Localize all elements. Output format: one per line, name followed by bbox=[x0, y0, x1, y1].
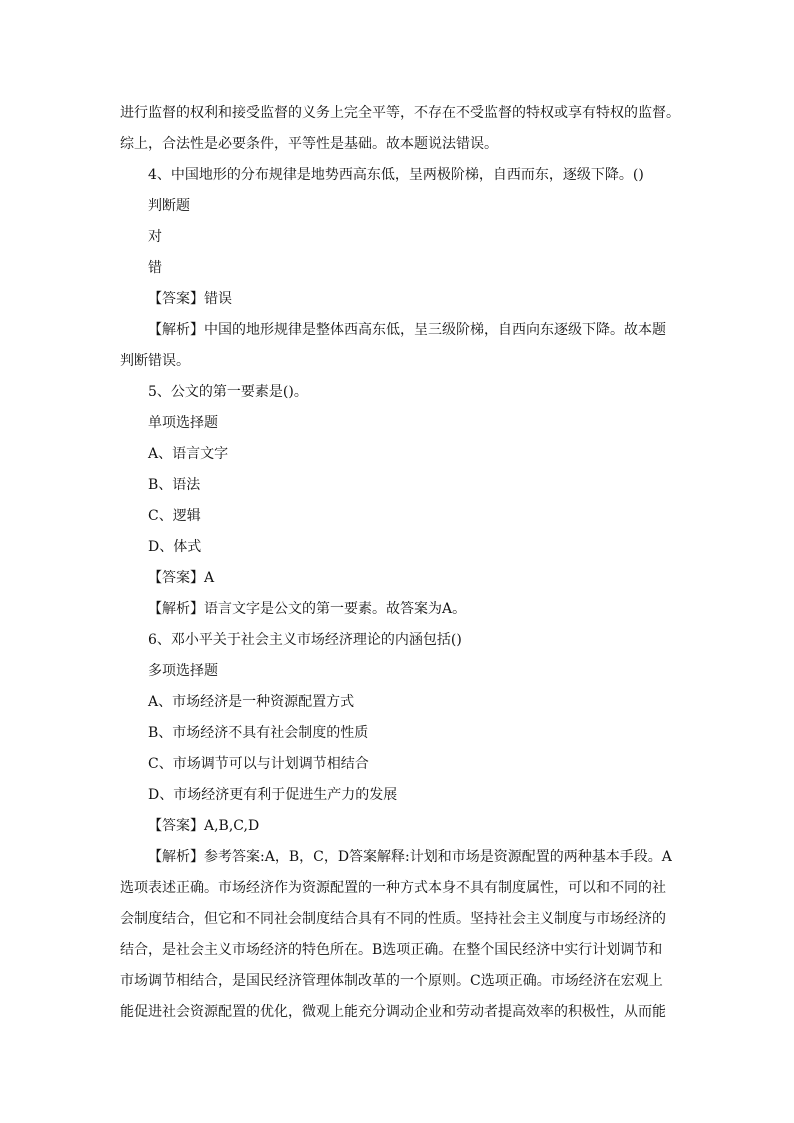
question-4-analysis: 判断错误。 bbox=[120, 353, 190, 369]
question-6-analysis: 【解析】参考答案:A，B，C，D答案解释:计划和市场是资源配置的两种基本手段。A bbox=[148, 849, 672, 865]
question-6-analysis: 选项表述正确。市场经济作为资源配置的一种方式本身不具有制度属性，可以和不同的社 bbox=[120, 880, 666, 896]
continuation-line: 进行监督的权利和接受监督的义务上完全平等，不存在不受监督的特权或享有特权的监督。 bbox=[120, 105, 680, 121]
question-5-option: D、体式 bbox=[148, 539, 202, 555]
question-6-stem: 6、邓小平关于社会主义市场经济理论的内涵包括() bbox=[148, 632, 462, 648]
question-6-answer: 【答案】A,B,C,D bbox=[148, 818, 260, 834]
question-6-analysis: 会制度结合，但它和不同社会制度结合具有不同的性质。坚持社会主义制度与市场经济的 bbox=[120, 911, 666, 927]
question-5-type: 单项选择题 bbox=[148, 415, 218, 431]
question-5-analysis: 【解析】语言文字是公文的第一要素。故答案为A。 bbox=[148, 601, 467, 617]
question-4-analysis: 【解析】中国的地形规律是整体西高东低，呈三级阶梯，自西向东逐级下降。故本题 bbox=[148, 322, 666, 338]
question-5-option: C、逻辑 bbox=[148, 508, 201, 524]
question-5-option: B、语法 bbox=[148, 477, 201, 493]
question-4-stem: 4、中国地形的分布规律是地势西高东低，呈两极阶梯，自西而东，逐级下降。() bbox=[148, 167, 644, 183]
question-6-option: C、市场调节可以与计划调节相结合 bbox=[148, 756, 369, 772]
question-5-option: A、语言文字 bbox=[148, 446, 229, 462]
continuation-line: 综上，合法性是必要条件，平等性是基础。故本题说法错误。 bbox=[120, 136, 498, 152]
question-6-analysis: 结合，是社会主义市场经济的特色所在。B选项正确。在整个国民经济中实行计划调节和 bbox=[120, 942, 663, 958]
question-4-option: 错 bbox=[148, 260, 162, 276]
document-body bbox=[120, 98, 680, 1028]
question-6-option: A、市场经济是一种资源配置方式 bbox=[148, 694, 355, 710]
question-6-type: 多项选择题 bbox=[148, 663, 218, 679]
question-6-analysis: 市场调节相结合，是国民经济管理体制改革的一个原则。C选项正确。市场经济在宏观上 bbox=[120, 973, 663, 989]
question-5-stem: 5、公文的第一要素是()。 bbox=[148, 384, 308, 400]
question-6-option: B、市场经济不具有社会制度的性质 bbox=[148, 725, 369, 741]
question-6-analysis: 能促进社会资源配置的优化，微观上能充分调动企业和劳动者提高效率的积极性，从而能 bbox=[120, 1004, 666, 1020]
question-4-type: 判断题 bbox=[148, 198, 190, 214]
question-4-answer: 【答案】错误 bbox=[148, 291, 232, 307]
question-4-option: 对 bbox=[148, 229, 162, 245]
question-6-option: D、市场经济更有利于促进生产力的发展 bbox=[148, 787, 398, 803]
question-5-answer: 【答案】A bbox=[148, 570, 215, 586]
